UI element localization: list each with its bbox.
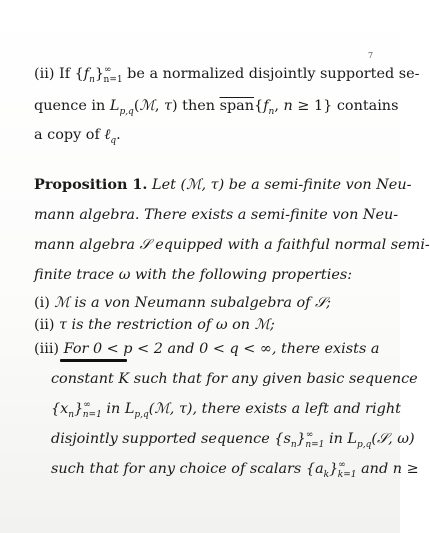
proposition-line-3: mann algebra 𝒮 equipped with a faithful normal semi- xyxy=(34,237,430,253)
item-iii-line-1: (iii) For 0 < p < 2 and 0 < q < ∞, there exists a xyxy=(34,341,380,357)
proposition-line-1: Proposition 1. Let (ℳ, τ) be a semi-finite von Neu- xyxy=(34,176,412,193)
proposition-label: Proposition 1. xyxy=(34,176,148,193)
prev-item-ii-line-1: (ii) If $\{f_n\}^\infty_{n=1}$ be a normalized disjointly supported se- xyxy=(34,65,420,85)
item-ii: (ii) τ is the restriction of ω on ℳ; xyxy=(34,317,275,333)
prev-item-ii-line-2: quence in $L_{p,q}(ℳ$, τ) then $span\{f_n$, n ≥ 1} contains xyxy=(34,98,399,117)
proposition-line-4: finite trace ω with the following properties: xyxy=(34,267,353,283)
handwritten-underline xyxy=(60,359,127,362)
item-iii-line-3: $\{x_n\}^\infty_{n=1}$ in $L_{p,q}(ℳ$, τ), there exists a left and right xyxy=(51,400,401,420)
prev-item-ii-line-3: a copy of ℓ$_q$. xyxy=(34,127,121,146)
proposition-line-2: mann algebra. There exists a semi-finite von Neu- xyxy=(34,207,399,223)
page-number: 7 xyxy=(368,51,374,60)
item-i: (i) ℳ is a von Neumann subalgebra of 𝒮; xyxy=(34,295,332,311)
item-iii-line-5: such that for any choice of scalars $\{a_k\}^\infty_{k=1}$ and n ≥ xyxy=(51,460,419,480)
item-iii-line-2: constant K such that for any given basic sequence xyxy=(51,371,418,387)
item-iii-line-4: disjointly supported sequence $\{s_n\}^\infty_{n=1}$ in $L_{p,q}(𝒮$, ω) xyxy=(51,430,415,450)
